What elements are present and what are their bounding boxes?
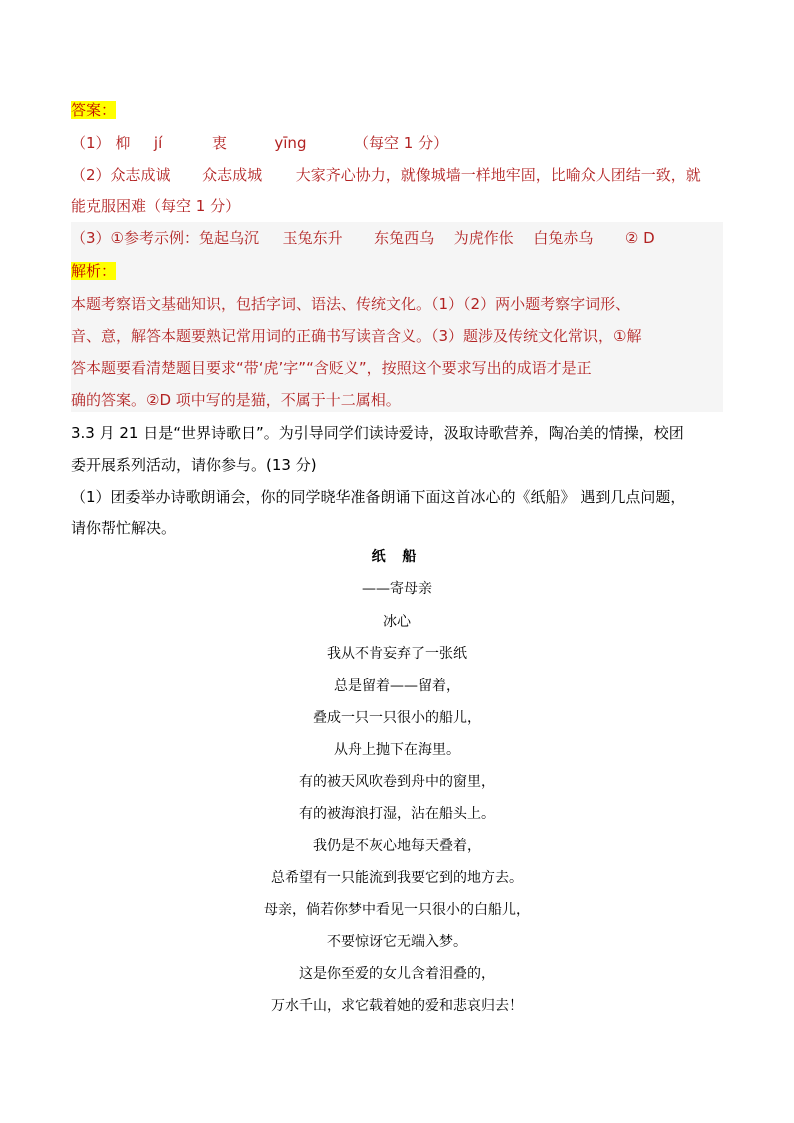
analysis-line: 确的答案。②D 项中写的是猫，不属于十二属相。 <box>71 391 401 409</box>
answer-q3-lead: ①参考示例： <box>110 229 199 247</box>
answer-q1-note: （每空 1 分） <box>354 134 449 152</box>
question3-intro-2: 委开展系列活动，请你参与。(13 分) <box>71 456 317 474</box>
answer-q2 <box>71 165 701 185</box>
answer-q3-idiom: 为虎作伥 <box>453 229 514 247</box>
answer-q3-second: ② D <box>624 229 655 247</box>
answer-q2-word1: 众志成诚 <box>110 166 171 184</box>
poem-line: 这是你至爱的女儿含着泪叠的， <box>299 966 495 982</box>
poem-line: 从舟上抛下在海里。 <box>334 742 460 758</box>
analysis-label: 解析： <box>71 262 117 280</box>
poem-line: 不要惊讶它无端入梦。 <box>327 934 467 950</box>
answer-q1-word1: 枊 <box>115 134 131 152</box>
answer-q2-explain-2: 能克服困难（每空 1 分） <box>71 197 241 215</box>
poem-line: 有的被天风吹卷到舟中的窗里， <box>299 774 495 790</box>
poem-title: 纸 船 <box>371 549 423 565</box>
poem-subtitle: ——寄母亲 <box>362 581 432 597</box>
answer-label-line <box>71 100 116 120</box>
analysis-line: 音、意，解答本题要熟记常用词的正确书写读音含义。（3）题涉及传统文化常识，①解 <box>71 327 642 345</box>
question3-sub1-2: 请你帮忙解决。 <box>71 519 177 537</box>
poem-line: 有的被海浪打湿，沾在船头上。 <box>299 806 495 822</box>
answer-q3-idiom: 东兔西乌 <box>374 229 435 247</box>
answer-q1 <box>71 133 448 153</box>
poem-line: 总是留着——留着， <box>334 678 460 694</box>
answer-q1-pinyin1: jí <box>153 134 163 152</box>
answer-label: 答案： <box>71 101 117 119</box>
answer-q2-num: （2） <box>71 166 111 184</box>
answer-q2-explain-1: 大家齐心协力，就像城墙一样地牢固，比喻众人团结一致，就 <box>295 166 701 184</box>
answer-q3-idiom: 玉兔东升 <box>282 229 343 247</box>
question3-sub1-1: （1）团委举办诗歌朗诵会，你的同学晓华准备朗诵下面这首冰心的《纸船》 遇到几点问题， <box>71 488 686 506</box>
answer-q3 <box>71 228 655 248</box>
poem-line: 叠成一只一只很小的船儿， <box>313 710 481 726</box>
answer-q3-idiom: 白兔赤乌 <box>533 229 594 247</box>
analysis-line: 本题考察语文基础知识，包括字词、语法、传统文化。（1）（2）两小题考察字词形、 <box>71 295 631 313</box>
answer-q2-cont <box>71 196 240 216</box>
answer-q3-num: （3） <box>71 229 111 247</box>
poem-line: 总希望有一只能流到我要它到的地方去。 <box>271 870 523 886</box>
analysis-label-line <box>71 261 116 281</box>
poem-author: 冰心 <box>383 614 411 630</box>
answer-q2-word2: 众志成城 <box>202 166 263 184</box>
answer-q3-idiom: 兔起乌沉 <box>199 229 260 247</box>
poem-line: 母亲，倘若你梦中看见一只很小的白船儿， <box>264 902 530 918</box>
answer-q1-pinyin2: yīng <box>274 134 307 152</box>
answer-q1-num: （1） <box>71 134 111 152</box>
poem-line: 我仍是不灰心地每天叠着， <box>313 838 481 854</box>
analysis-line: 答本题要看清楚题目要求“带‘虎’字”“含贬义”，按照这个要求写出的成语才是正 <box>71 359 592 377</box>
question3-intro-1: 3.3 月 21 日是“世界诗歌日”。为引导同学们读诗爱诗，汲取诗歌营养，陶冶美的情操，校团 <box>71 424 684 442</box>
answer-q1-word2: 衷 <box>211 134 227 152</box>
answer-shade <box>71 222 723 412</box>
poem-line: 万水千山，求它载着她的爱和悲哀归去！ <box>271 998 523 1014</box>
poem-line: 我从不肯妄弃了一张纸 <box>327 646 467 662</box>
